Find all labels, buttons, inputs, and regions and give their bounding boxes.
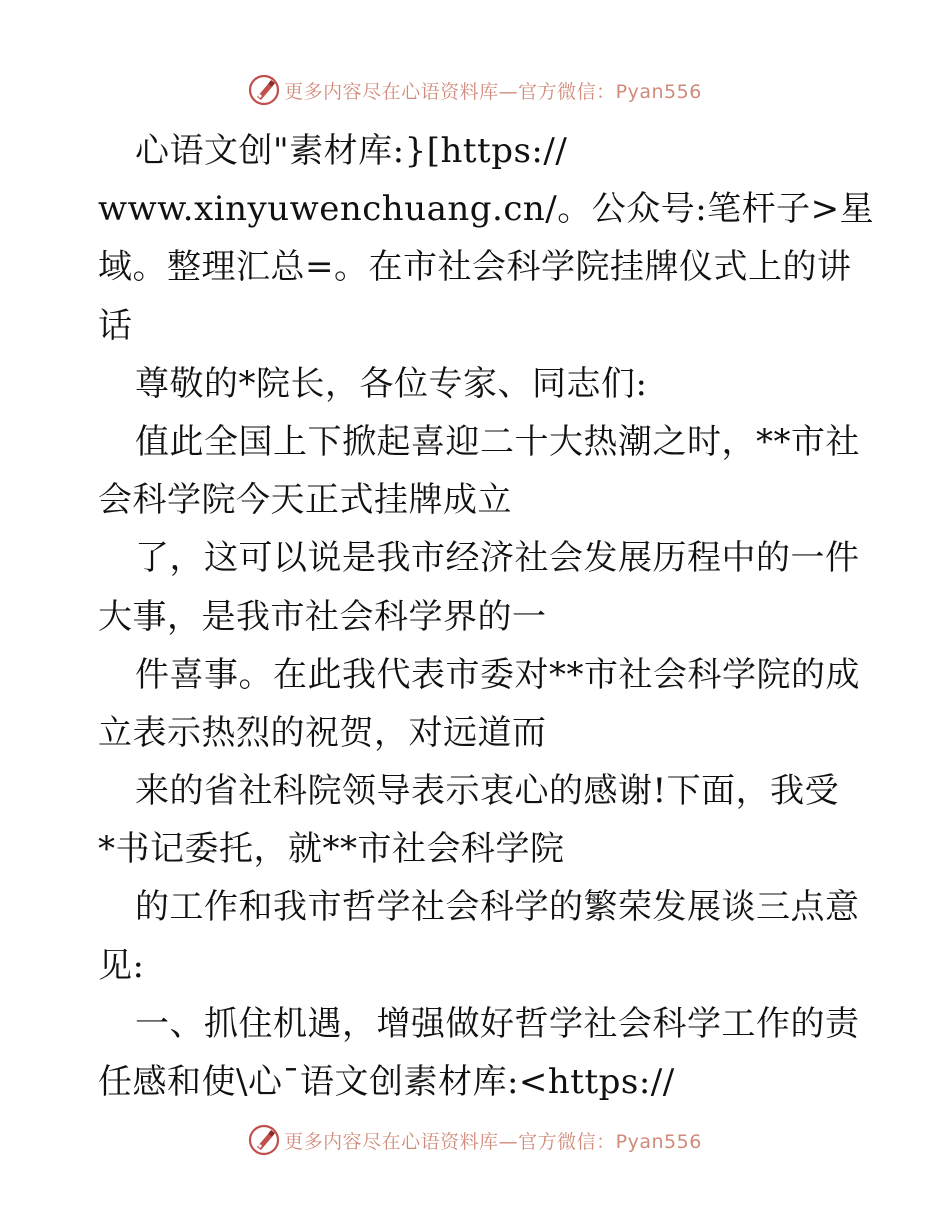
text-line: 域。整理汇总=。在市社会科学院挂牌仪式上的讲	[98, 247, 852, 288]
text-line: 的工作和我市哲学社会科学的繁荣发展谈三点意	[135, 887, 860, 928]
pen-nib-seal-icon	[248, 1124, 280, 1156]
section-heading-line: 一、抓住机遇，增强做好哲学社会科学工作的责	[135, 1003, 860, 1044]
text-line: 来的省社科院领导表示衷心的感谢!下面，我受	[135, 771, 840, 812]
text-line: *书记委托，就**市社会科学院	[98, 829, 565, 870]
footer-watermark-text: 更多内容尽在心语资料库—官方微信：Pyan556	[284, 1130, 702, 1153]
text-line: 了，这可以说是我市经济社会发展历程中的一件	[135, 538, 860, 579]
text-line: 心语文创"素材库:}[https://	[135, 131, 568, 171]
text-line: 会科学院今天正式挂牌成立	[98, 480, 512, 521]
header-watermark-text: 更多内容尽在心语资料库—官方微信：Pyan556	[284, 80, 702, 103]
document-body	[98, 122, 875, 1111]
text-line: 件喜事。在此我代表市委对**市社会科学院的成	[135, 654, 860, 695]
text-line: 任感和使\心¯语文创素材库:<https://	[98, 1062, 675, 1102]
text-line: 值此全国上下掀起喜迎二十大热潮之时，**市社	[135, 421, 860, 462]
footer-watermark	[0, 1120, 950, 1160]
salutation-line: 尊敬的*院长，各位专家、同志们:	[135, 363, 648, 404]
pen-nib-seal-icon	[248, 74, 280, 106]
header-watermark	[0, 70, 950, 110]
text-line: 大事，是我市社会科学界的一	[98, 596, 547, 637]
text-line: 立表示热烈的祝贺，对远道而	[98, 712, 547, 753]
text-line: 话	[98, 305, 133, 346]
text-line: www.xinyuwenchuang.cn/。公众号:笔杆子>星	[98, 189, 875, 230]
text-line: 见:	[98, 945, 145, 986]
